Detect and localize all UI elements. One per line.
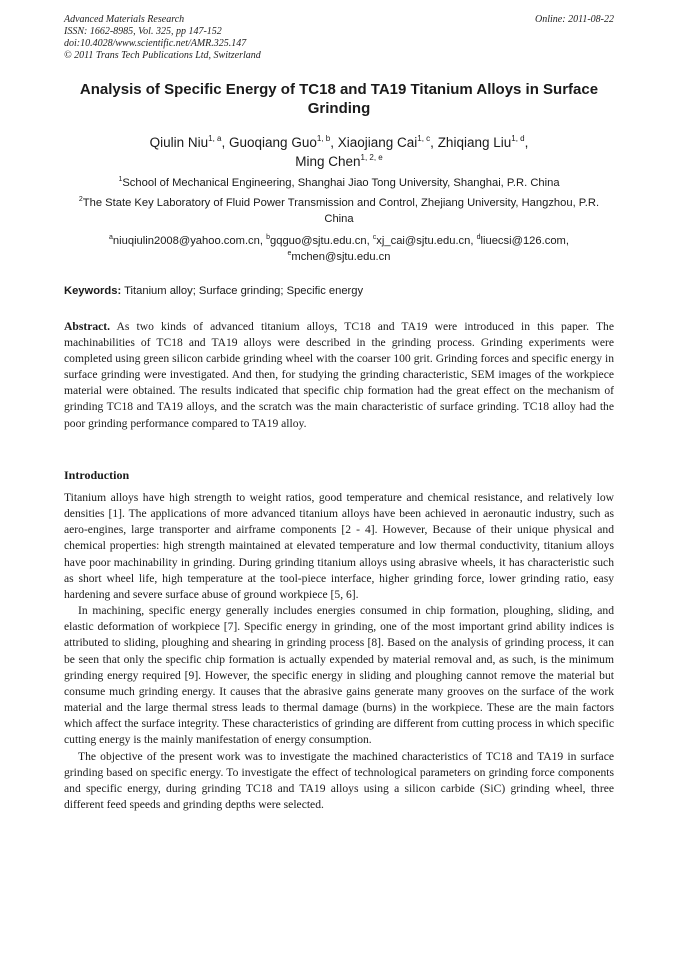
journal-name: Advanced Materials Research <box>64 14 185 25</box>
author-name: Ming Chen <box>295 154 361 169</box>
introduction-heading: Introduction <box>64 468 130 482</box>
affiliation-mark: 2 <box>78 196 83 203</box>
copyright-line: © 2011 Trans Tech Publications Ltd, Switzerland <box>64 50 261 61</box>
keywords-text: Titanium alloy; Surface grinding; Specific energy <box>124 285 364 297</box>
email-mark: b <box>266 234 270 241</box>
email-mark: d <box>476 234 481 241</box>
body-paragraph: The objective of the present work was to investigate the machined characteristics of TC18 and TA19 in surface grinding based on specific energy. To investigate the effect of technological parameters on grinding force components and specific energy, during grinding TC18 and TA19 alloys using a silicon carbide (SiC) grinding wheel, three different feed speeds and grinding depths were selected. <box>64 749 614 811</box>
issn-line: ISSN: 1662-8985, Vol. 325, pp 147-152 <box>64 26 222 37</box>
author-affil-mark: 1, c <box>417 134 431 143</box>
email-address[interactable]: liuecsi@126.com <box>480 235 566 247</box>
email-list: $^a$niuqiulin2008@yahoo.com.cn, $^b$gqguo@sjtu.edu.cn, $^c$xj_cai@sjtu.edu.cn, $^d$liuecsi@126.com, $^e$mchen@sjtu.edu.cn <box>109 234 569 263</box>
author-affil-mark: 1, b <box>316 134 331 143</box>
affiliation-text: School of Mechanical Engineering, Shanghai Jiao Tong University, Shanghai, P.R. China <box>122 177 560 189</box>
email-address[interactable]: niuqiulin2008@yahoo.com.cn <box>112 235 260 247</box>
abstract-text: As two kinds of advanced titanium alloys, TC18 and TA19 were introduced in this paper. The machinabilities of TC18 and TA19 alloys were described in the grinding process. Grinding experiments were completed using green silicon carbide grinding wheel with the coarser 100 grit. Grinding forces and specific energy in surface grinding were investigated. And then, for studying the grinding characteristic, SEM images of the workpiece material were obtained. The results indicated that specific chip formation had the great effect on the mechanism of grinding TC18 and TA19 alloys, and the scratch was the main characteristic of surface grinding. TC18 alloy had the poor grinding performance compared to TA19 alloy. <box>64 320 614 430</box>
body-paragraph: Titanium alloys have high strength to weight ratios, good temperature and chemical resistance, and relatively low densities [1]. The applications of more advanced titanium alloys have been achieved in aeronautic industry, such as aero-engines, large transporter and airframe components [2 - 4]. However, Because of their unique physical and chemical properties: high strength maintained at elevated temperature and low thermal conductivity, titanium alloys have poor machinability in grinding. During grinding titanium alloys using abrasive wheels, it has characteristic such as short wheel life, high temperature at the tool-piece interface, higher grinding force, lower grinding ratio, easy hardening and severe surface abuse of ground workpiece [5, 6]. <box>64 491 614 601</box>
author-name: Qiulin Niu <box>149 135 209 150</box>
paper-title: Analysis of Specific Energy of TC18 and TA19 Titanium Alloys in Surface Grinding <box>79 81 599 117</box>
email-address[interactable]: xj_cai@sjtu.edu.cn <box>376 235 471 247</box>
introduction-body <box>64 490 614 813</box>
affiliation-1 <box>64 175 614 191</box>
author-affil-mark: 1, 2, e <box>360 153 383 162</box>
author-affil-mark: 1, d <box>511 134 525 143</box>
online-date: Online: 2011-08-22 <box>535 14 614 25</box>
abstract <box>64 319 614 432</box>
body-paragraph: In machining, specific energy generally includes energies consumed in chip formation, ploughing, sliding, and elastic deformation of workpiece [7]. Specific energy in grinding, one of the most important grind ability indices is attributed to sliding, ploughing and shearing in grinding process [8]. Based on the analysis of grinding process, it can be seen that only the specific chip formation is actually expended by material removal and, as such, is the minimum grinding energy required [9]. However, the specific energy in sliding and ploughing cannot remove the material but consume much grinding energy. It causes that the abrasive gains generate many grooves on the surface of the work material and the large thermal stress leads to thermal damage (burns) in the workpiece. These are the main factors which affect the surface integrity. These characteristics of grinding are different from cutting process in which specific cutting energy is the mainly manifestation of energy consumption. <box>64 604 614 747</box>
author-name: Zhiqiang Liu <box>437 135 512 150</box>
author-list: Qiulin Niu$^{1, a}$, Guoqiang Guo$^{1, b}$, Xiaojiang Cai$^{1, c}$, Zhiqiang Liu$^{1, d}$, Ming Chen$^{1, 2, e}$ <box>149 134 529 169</box>
email-mark: c <box>372 234 377 241</box>
email-mark: a <box>109 234 113 241</box>
affiliation-2 <box>64 195 614 227</box>
affiliation-text: The State Key Laboratory of Fluid Power Transmission and Control, Zhejiang University, Hangzhou, P.R. China <box>82 197 600 225</box>
journal-header <box>64 14 261 62</box>
author-name: Xiaojiang Cai <box>337 135 418 150</box>
author-name: Guoqiang Guo <box>229 135 317 150</box>
abstract-label: Abstract. <box>64 320 111 333</box>
keywords-label: Keywords: <box>64 285 122 297</box>
author-affil-mark: 1, a <box>208 134 222 143</box>
affiliation-mark: 1 <box>118 176 123 183</box>
email-address[interactable]: mchen@sjtu.edu.cn <box>291 251 391 263</box>
keywords <box>64 284 614 298</box>
email-mark: e <box>287 250 292 257</box>
doi-line: doi:10.4028/www.scientific.net/AMR.325.147 <box>64 38 247 49</box>
email-address[interactable]: gqguo@sjtu.edu.cn <box>270 235 367 247</box>
